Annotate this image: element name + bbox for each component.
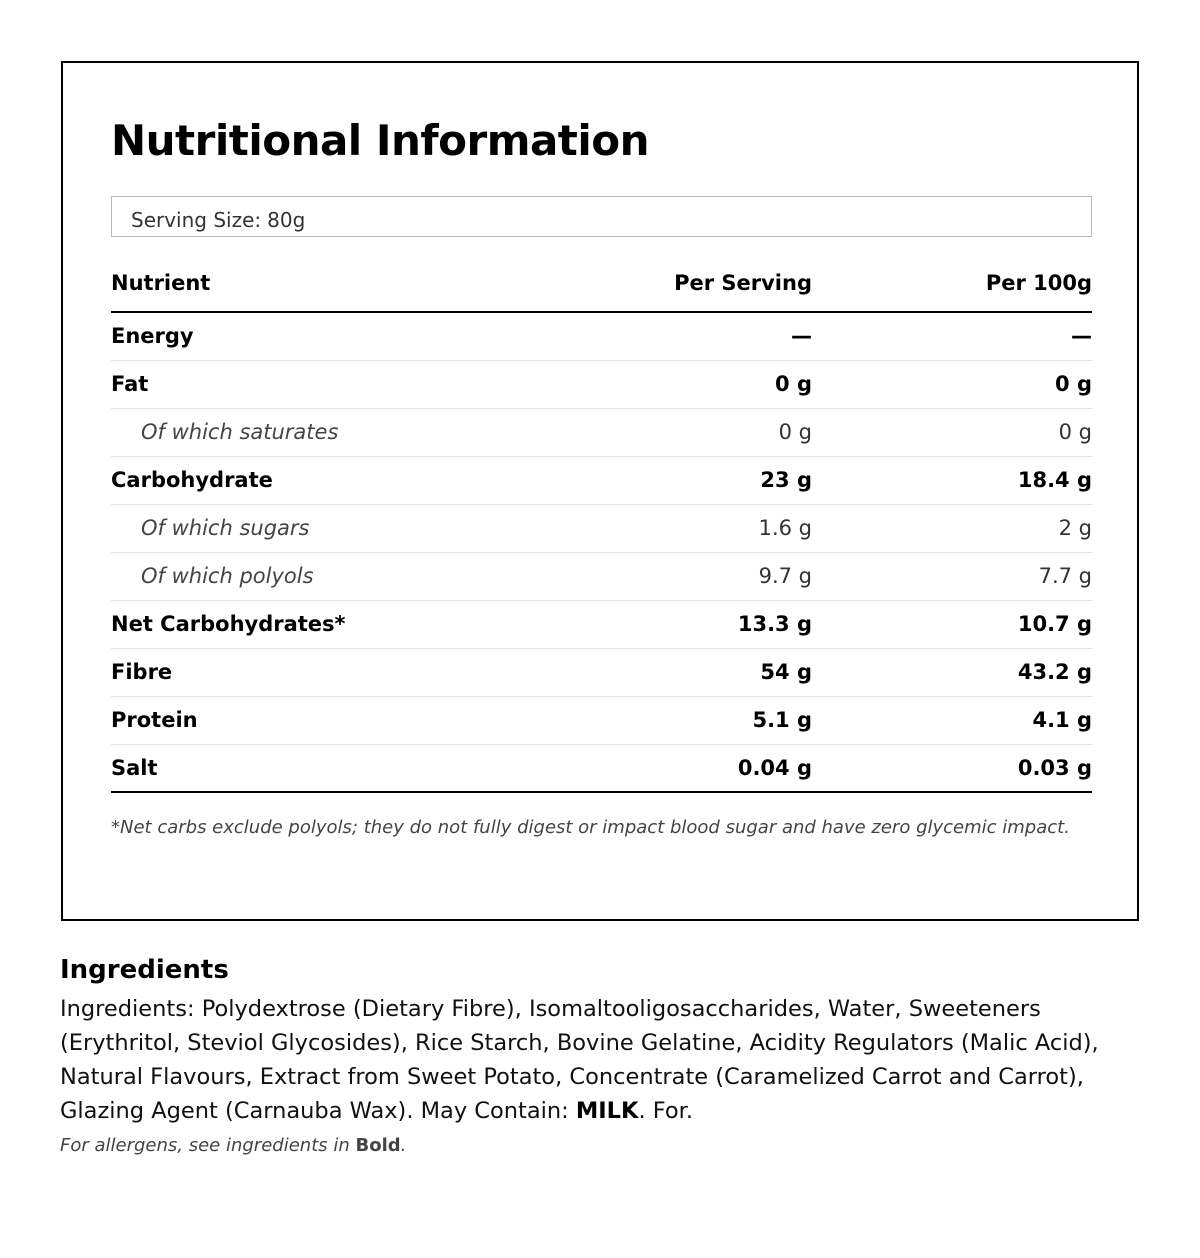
table-header-row [111, 259, 1092, 313]
per-serving-value: 5.1 g [752, 708, 812, 732]
per-100g-value: 4.1 g [1032, 708, 1092, 732]
ingredients-text [60, 992, 1145, 1128]
per-serving-value: 9.7 g [758, 564, 812, 588]
per-serving-value: 0 g [778, 420, 812, 444]
per-serving-value: — [791, 324, 812, 348]
per-100g-value: 0 g [1055, 372, 1092, 396]
per-serving-value: 13.3 g [737, 612, 812, 636]
ingredients-tail: . For. [638, 1098, 694, 1124]
table-row [111, 409, 1092, 457]
table-row [111, 361, 1092, 409]
table-row [111, 553, 1092, 601]
nutrient-name: Of which saturates [141, 420, 339, 444]
allergen-milk: MILK [575, 1098, 639, 1124]
table-row [111, 649, 1092, 697]
nutrient-name: Fat [111, 372, 149, 396]
nutrient-name: Carbohydrate [111, 468, 273, 492]
per-serving-value: 0.04 g [737, 756, 812, 780]
nutrition-panel [61, 61, 1139, 921]
allergen-note [60, 1132, 406, 1160]
column-header-nutrient: Nutrient [111, 271, 211, 295]
nutrition-title: Nutritional Information [111, 116, 650, 165]
serving-size-value: 80g [267, 208, 306, 232]
table-row [111, 745, 1092, 793]
ingredients-heading: Ingredients [60, 955, 229, 985]
column-header-per-100g: Per 100g [985, 271, 1092, 295]
nutrient-name: Of which polyols [141, 564, 314, 588]
table-row [111, 457, 1092, 505]
per-100g-value: 0 g [1058, 420, 1092, 444]
nutrient-name: Energy [111, 324, 194, 348]
allergen-note-text: For allergens, see ingredients in [60, 1135, 356, 1156]
net-carbs-footnote: *Net carbs exclude polyols; they do not fully digest or impact blood sugar and have zero glycemic impact. [111, 817, 1070, 838]
per-serving-value: 54 g [760, 660, 812, 684]
per-serving-value: 1.6 g [758, 516, 812, 540]
column-header-per-serving: Per Serving [674, 271, 812, 295]
nutrition-table [111, 259, 1092, 793]
per-100g-value: 7.7 g [1038, 564, 1092, 588]
table-row [111, 601, 1092, 649]
per-serving-value: 23 g [760, 468, 812, 492]
per-100g-value: 18.4 g [1017, 468, 1092, 492]
serving-size-label: Serving Size: [131, 208, 262, 232]
per-100g-value: 43.2 g [1017, 660, 1092, 684]
table-row [111, 313, 1092, 361]
nutrient-name: Of which sugars [141, 516, 310, 540]
per-100g-value: 10.7 g [1017, 612, 1092, 636]
allergen-note-period: . [400, 1135, 407, 1156]
per-100g-value: 2 g [1058, 516, 1092, 540]
per-serving-value: 0 g [775, 372, 812, 396]
ingredients-list: Ingredients: Polydextrose (Dietary Fibre), Isomaltooligosaccharides, Water, Sweeteners (Erythritol, Steviol Glycosides), Rice Starch, Bovine Gelatine, Acidity Regulators (Malic Acid), Natural Flavours, Extract from Sweet Potato, Concentrate (Caramelized Carrot and Carrot), Glazing Agent (Carnauba Wax). May Contain: [60, 996, 1099, 1124]
nutrient-name: Protein [111, 708, 198, 732]
nutrient-name: Fibre [111, 660, 173, 684]
table-row [111, 505, 1092, 553]
table-row [111, 697, 1092, 745]
allergen-note-bold: Bold [355, 1135, 401, 1156]
serving-size-box [111, 196, 1092, 237]
nutrient-name: Net Carbohydrates* [111, 612, 346, 636]
per-100g-value: — [1071, 324, 1092, 348]
per-100g-value: 0.03 g [1017, 756, 1092, 780]
nutrient-name: Salt [111, 756, 158, 780]
